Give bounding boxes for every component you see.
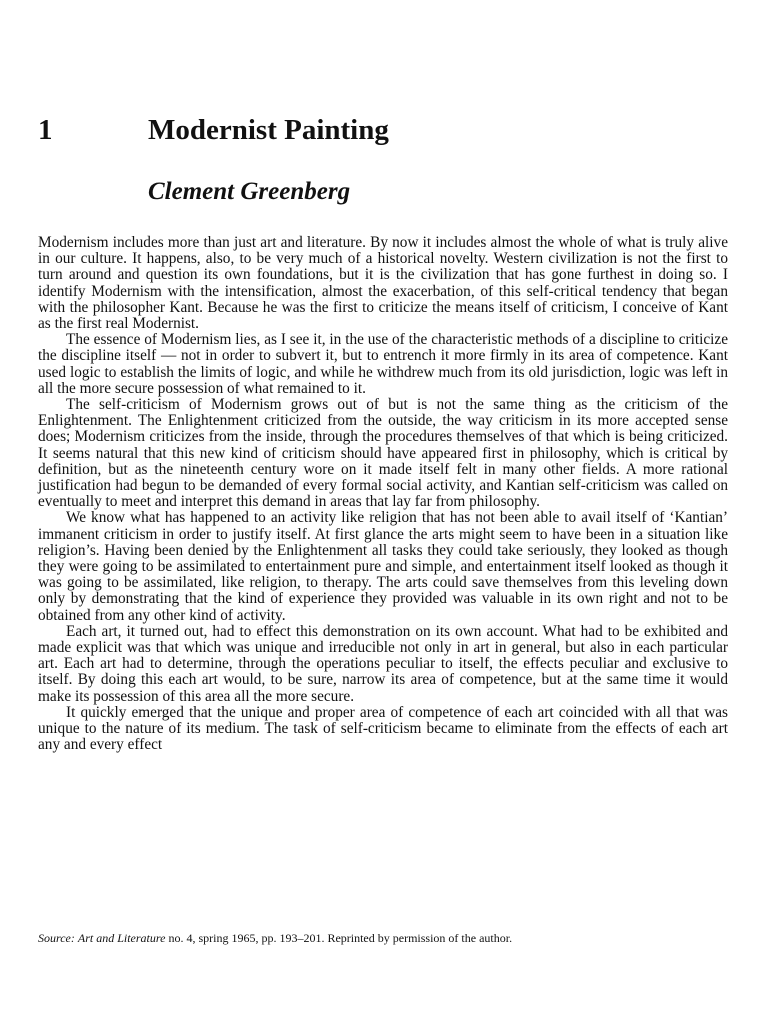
author-name: Clement Greenberg bbox=[148, 178, 351, 205]
source-label: Source: bbox=[38, 931, 75, 945]
paragraph-6: It quickly emerged that the unique and proper area of competence of each art coincided with all that was unique to the nature of its medium. The task of self-criticism became to eliminate from the effects of each art any and every effect bbox=[38, 703, 728, 754]
paragraph-3: The self-criticism of Modernism grows out of but is not the same thing as the criticism of the Enlightenment. The Enlightenment criticized from the outside, the way criticism in its more accepted sense does; Modernism criticizes from the inside, through the procedures themselves of that which is being criticized. It seems natural that this new kind of criticism should have appeared first in philosophy, which is critical by definition, but as the nineteenth century wore on it made itself felt in many other fields. A more rational justification had begun to be demanded of every formal social activity, and Kantian self-criticism was called on eventually to meet and interpret this demand in areas that lay far from philosophy. bbox=[38, 396, 728, 511]
paragraph-5: Each art, it turned out, had to effect this demonstration on its own account. What had to be exhibited and made explicit was that which was unique and irreducible not only in art in general, but also in each particular art. Each art had to determine, through the operations peculiar to itself, the effects peculiar and exclusive to itself. By doing this each art would, to be sure, narrow its area of competence, but at the same time it would make its possession of this area all the more secure. bbox=[38, 622, 728, 705]
source-note bbox=[38, 930, 728, 946]
body-text bbox=[38, 235, 728, 754]
paragraph-4: We know what has happened to an activity like religion that has not been able to avail itself of ‘Kantian’ immanent criticism in order to justify itself. At first glance the arts might seem to have been in a situation like religion’s. Having been denied by the Enlightenment all tasks they could take seriously, they looked as though they were going to be assimilated to entertainment pure and simple, and entertainment itself looked as though it was going to be assimilated, like religion, to therapy. The arts could save themselves from this leveling down only by demonstrating that the kind of experience they provided was valuable in its own right and not to be obtained from any other kind of activity. bbox=[38, 509, 728, 624]
chapter-number: 1 bbox=[38, 114, 53, 146]
paragraph-2: The essence of Modernism lies, as I see it, in the use of the characteristic methods of a discipline to criticize the discipline itself — not in order to subvert it, but to entrench it more firmly in its area of competence. Kant used logic to establish the limits of logic, and while he withdrew much from its old jurisdiction, logic was left in all the more secure possession of what remained to it. bbox=[38, 331, 728, 397]
paragraph-1: Modernism includes more than just art and literature. By now it includes almost the whole of what is truly alive in our culture. It happens, also, to be very much of a historical novelty. Western civilization is not the first to turn around and question its own foundations, but it is the civilization that has gone furthest in doing so. I identify Modernism with the intensification, almost the exacerbation, of this self-critical tendency that began with the philosopher Kant. Because he was the first to criticize the means itself of criticism, I conceive of Kant as the first real Modernist. bbox=[38, 234, 728, 333]
source-publication: Art and Literature bbox=[77, 931, 166, 945]
chapter-title: Modernist Painting bbox=[148, 114, 389, 146]
source-details: no. 4, spring 1965, pp. 193–201. Reprinted by permission of the author. bbox=[165, 931, 513, 945]
